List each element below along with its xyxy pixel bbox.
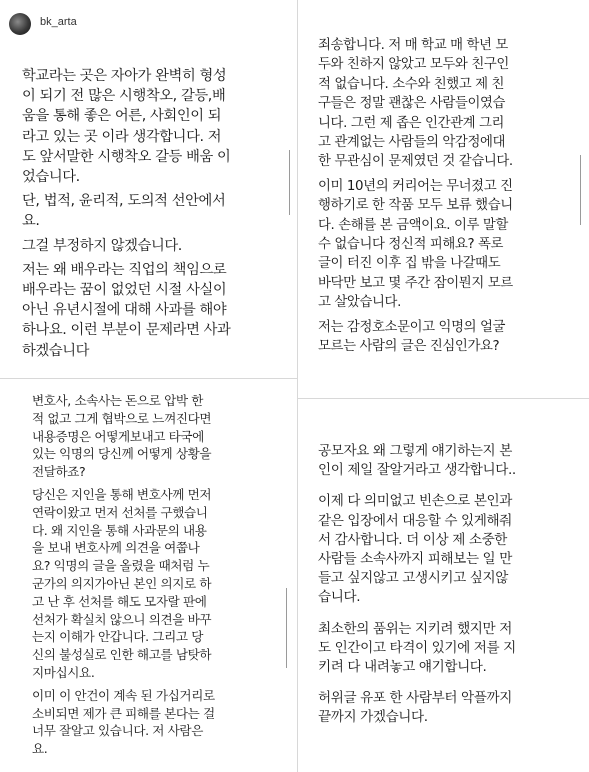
statement-paragraph: 당신은 지인을 통해 변호사께 먼저 연락이왔고 먼저 선처를 구했습니 다. 왜 지인을 통해 사과문의 내용 을 보내 변호사께 의견을 여쭙나 요? 익명의 글을 올렸을 때처럼 누 군가의 의지가아닌 본인 의지로 하 고 난 후 선처를 해도 모자랄 판에 선처가 확실치 않으니 의견을 바꾸 는지 이해가 안갑니다. 그리고 당 신의 불성실로 인한 해고를 남탓하 지마십시요.	[32, 486, 212, 680]
statement-panel-left-bottom	[32, 392, 292, 758]
statement-paragraph: 이미 10년의 커리어는 무너졌고 진 행하기로 한 작품 모두 보류 했습니 다. 손해를 본 금액이요. 이루 말할 수 없습니다 정신적 피해요? 폭로 글이 터진 이후 집 밖을 나갈때도 바닥만 보고 몇 주간 잠이뭔지 모르 고 살았습니다.	[318, 178, 513, 311]
panel-divider-left	[0, 378, 297, 379]
statement-paragraph: 저는 왜 배우라는 직업의 책임으로 배우라는 꿈이 없었던 시절 사실이 아닌 유년시절에 대해 사과를 해야 하나요. 이런 부분이 문제라면 사과 하겠습니다	[22, 261, 231, 359]
username[interactable]: bk_arta	[40, 16, 77, 28]
statement-paragraph: 최소한의 품위는 지키려 했지만 저 도 인간이고 타격이 있기에 저를 지 키려 다 내려놓고 얘기합니다.	[318, 620, 516, 676]
statement-paragraph: 이미 이 안건이 계속 된 가십거리로 소비되면 제가 큰 피해를 본다는 걸 너무 잘알고 있습니다. 저 사람은 요.	[32, 687, 215, 757]
statement-panel-left-top	[22, 66, 292, 361]
statement-paragraph: 저는 감정호소문이고 익명의 얼굴 모르는 사람의 글은 진심인가요?	[318, 319, 506, 355]
statement-panel-right-bottom	[318, 442, 583, 728]
post-header	[0, 0, 300, 50]
statement-paragraph: 죄송합니다. 저 매 학교 매 학년 모 두와 친하지 않았고 모두와 친구인 적 없습니다. 소수와 친했고 제 친 구들은 정말 괜찮은 사람들이였습 니다. 그런 제 좁은 인간관계 그리 고 관계없는 사람들의 악감정에대 한 무관심이 문제였던 것 같습니다.	[318, 38, 513, 170]
statement-paragraph: 허위글 유포 한 사람부터 악플까지 끝까지 가겠습니다.	[318, 690, 512, 726]
panel-divider-right	[298, 398, 589, 399]
statement-paragraph: 단, 법적, 윤리적, 도의적 선안에서 요.	[22, 193, 226, 230]
statement-paragraph: 그걸 부정하지 않겠습니다.	[22, 237, 182, 254]
panel-divider-vertical	[297, 0, 298, 772]
statement-paragraph: 학교라는 곳은 자아가 완벽히 형성 이 되기 전 많은 시행착오, 갈등,배 움을 통해 좋은 어른, 사회인이 되 라고 있는 곳 이라 생각합니다. 저 도 앞서말한 시행착오 갈등 배움 이 었습니다.	[22, 68, 231, 186]
statement-paragraph: 이제 다 의미없고 빈손으로 본인과 같은 입장에서 대응할 수 있게해줘 서 감사합니다. 더 이상 제 소중한 사람들 소속사까지 피해보는 일 만 들고 싶지않고 고생시키고 싶지않 습니다.	[318, 493, 512, 606]
statement-paragraph: 공모자요 왜 그렇게 얘기하는지 본 인이 제일 잘알거라고 생각합니다..	[318, 443, 516, 479]
statement-paragraph: 변호사, 소속사는 돈으로 압박 한 적 없고 그게 협박으로 느껴진다면 내용증명은 어떻게보내고 타국에 있는 익명의 당신께 어떻게 상황을 전달하죠?	[32, 393, 212, 480]
avatar[interactable]	[9, 13, 31, 35]
statement-panel-right-top	[318, 36, 583, 357]
